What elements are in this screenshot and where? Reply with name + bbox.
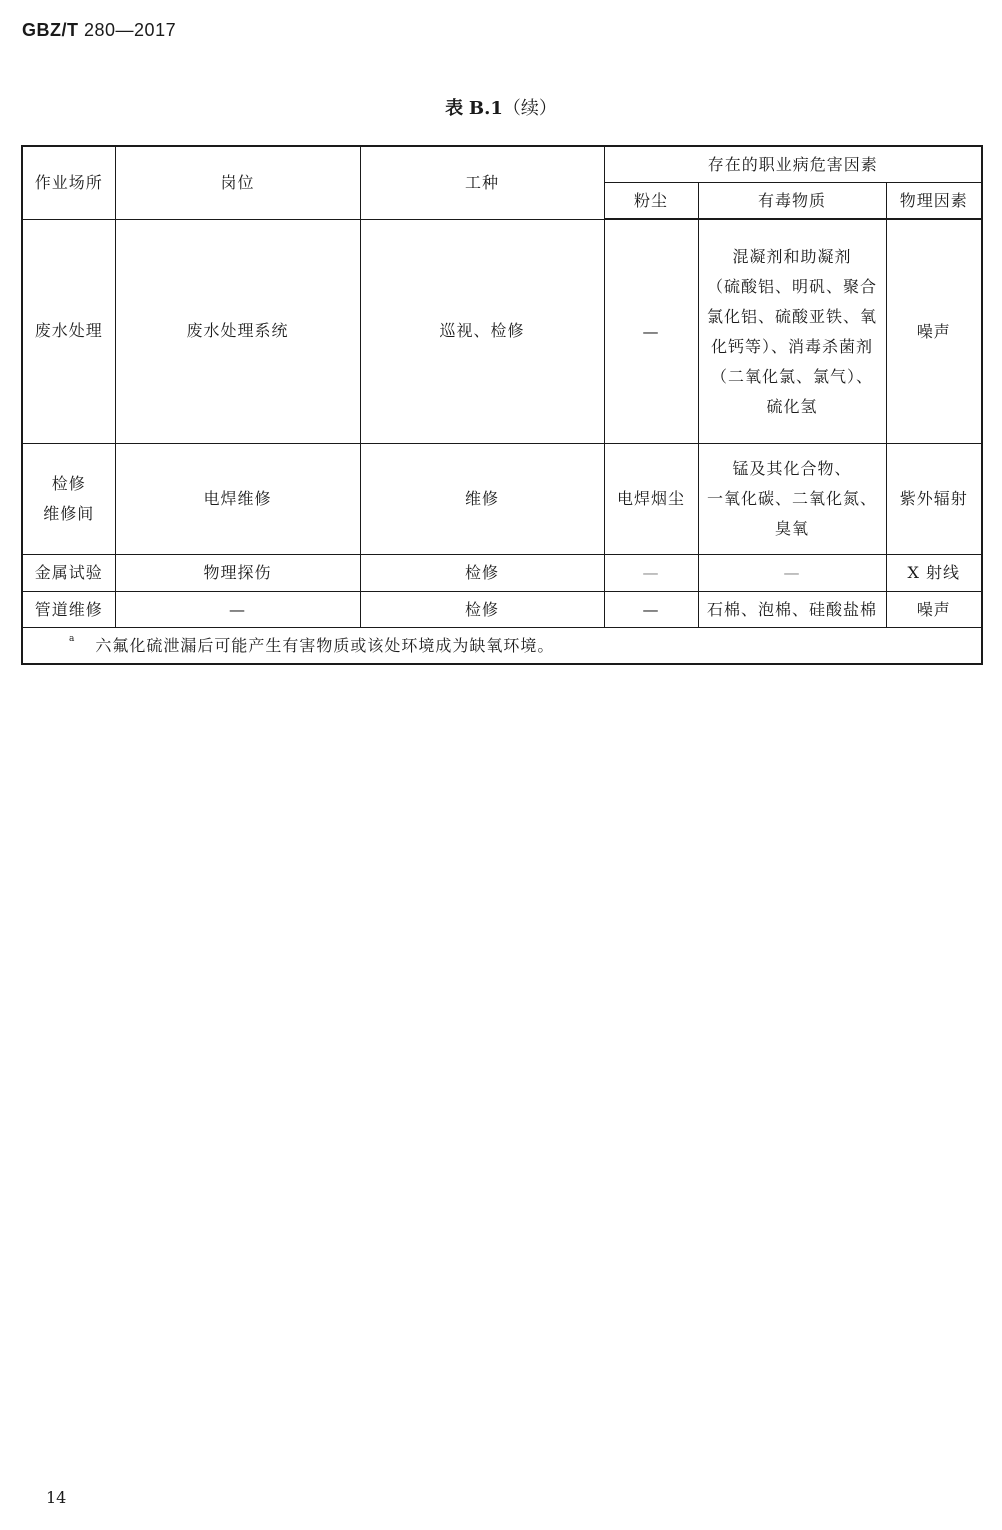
standard-code: GBZ/T — [22, 20, 79, 40]
header-position: 岗位 — [115, 146, 360, 219]
cell-position: 物理探伤 — [115, 555, 360, 592]
cell-toxic — [698, 444, 886, 555]
cell-workplace: 废水处理 — [22, 219, 115, 444]
cell-physical: 噪声 — [886, 219, 982, 444]
header-workplace: 作业场所 — [22, 146, 115, 219]
header-dust: 粉尘 — [604, 183, 698, 220]
table-row — [22, 592, 982, 628]
cell-job-type: 检修 — [360, 592, 604, 628]
header-hazards-group: 存在的职业病危害因素 — [604, 146, 982, 183]
cell-dust: — — [604, 555, 698, 592]
cell-position: 电焊维修 — [115, 444, 360, 555]
cell-dust: — — [604, 219, 698, 444]
header-row — [22, 146, 982, 183]
workplace-line: 检修 — [51, 474, 86, 493]
header-toxic: 有毒物质 — [698, 183, 886, 220]
cell-physical: X 射线 — [886, 555, 982, 592]
toxic-line: 硫化氢 — [766, 396, 818, 416]
workplace-line: 维修间 — [43, 504, 95, 523]
cell-position: 废水处理系统 — [115, 219, 360, 444]
header-job-type: 工种 — [360, 146, 604, 219]
toxic-line: 化钙等）、消毒杀菌剂 — [710, 336, 873, 356]
footnote-row — [22, 628, 982, 665]
table-row — [22, 219, 982, 444]
toxic-line: 臭氧 — [774, 519, 809, 538]
cell-position: — — [115, 592, 360, 628]
toxic-line: 一氧化碳、二氧化氮、 — [706, 489, 877, 508]
table-row — [22, 444, 982, 555]
standard-number: 280—2017 — [84, 20, 177, 40]
cell-physical: 噪声 — [886, 592, 982, 628]
cell-job-type: 维修 — [360, 444, 604, 555]
footnote-marker: a — [69, 633, 76, 644]
toxic-line: 氯化铝、硫酸亚铁、氧 — [706, 306, 877, 326]
document-header — [22, 20, 176, 41]
cell-workplace — [22, 444, 115, 555]
toxic-line: 锰及其化合物、 — [732, 459, 852, 478]
cell-workplace: 管道维修 — [22, 592, 115, 628]
cell-toxic: 石棉、泡棉、硅酸盐棉 — [698, 592, 886, 628]
caption-prefix: 表 — [445, 98, 464, 119]
cell-workplace: 金属试验 — [22, 555, 115, 592]
cell-job-type: 检修 — [360, 555, 604, 592]
toxic-line: （硫酸铝、明矾、聚合 — [706, 276, 877, 296]
caption-suffix: （续） — [502, 98, 557, 119]
cell-toxic — [698, 219, 886, 444]
toxic-line: （二氧化氯、氯气）、 — [710, 366, 873, 386]
table-row — [22, 555, 982, 592]
cell-job-type: 巡视、检修 — [360, 219, 604, 444]
cell-dust: — — [604, 592, 698, 628]
caption-number: B.1 — [468, 98, 503, 119]
footnote-cell — [22, 628, 982, 665]
cell-physical: 紫外辐射 — [886, 444, 982, 555]
cell-dust: 电焊烟尘 — [604, 444, 698, 555]
hazard-table — [21, 145, 983, 665]
footnote-text: 六氟化硫泄漏后可能产生有害物质或该处环境成为缺氧环境。 — [95, 635, 555, 655]
table-caption — [0, 94, 1002, 120]
toxic-line: 混凝剂和助凝剂 — [732, 246, 852, 266]
header-physical: 物理因素 — [886, 183, 982, 220]
page-number: 14 — [46, 1488, 67, 1507]
cell-toxic: — — [698, 555, 886, 592]
